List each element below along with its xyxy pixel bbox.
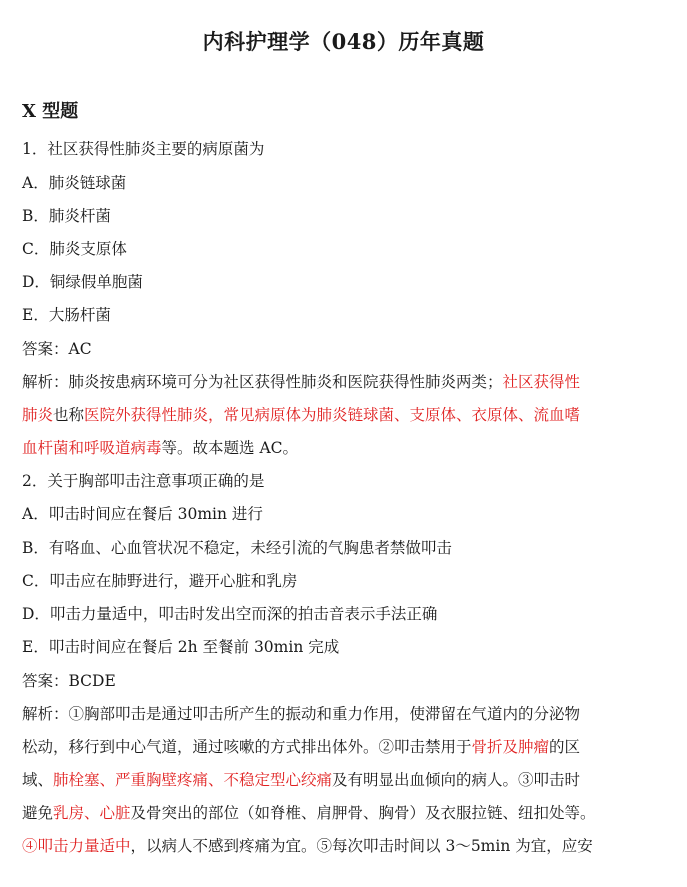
analysis-highlight: 社区获得性 [502,373,581,391]
q1-option-e: E．大肠杆菌 [22,306,111,324]
section-heading: X 型题 [22,101,79,122]
q1-option-a: A．肺炎链球菌 [22,174,127,192]
q1-answer: 答案：AC [22,340,92,358]
q2-option-b: B．有咯血、心血管状况不稳定，未经引流的气胸患者禁做叩击 [22,539,452,557]
analysis-text: 松动，移行到中心气道，通过咳嗽的方式排出体外。②叩击禁用于 [22,738,472,756]
analysis-highlight: ④ [22,837,38,855]
q2-analysis-line-5 [22,836,667,856]
page-title: 内科护理学（048）历年真题 [202,29,485,54]
analysis-text: 避免 [22,804,54,822]
analysis-highlight: 骨折及肿瘤 [471,738,550,756]
analysis-text: 及有明显出血倾向的病人。③叩击时 [332,771,581,789]
q2-option-d: D．叩击力量适中，叩击时发出空而深的拍击音表示手法正确 [22,605,438,623]
analysis-highlight: 医院外获得性肺炎，常见病原体为肺炎链球菌、支原体、衣原体、流血嗜 [84,406,581,424]
q2-option-e: E．叩击时间应在餐后 2h 至餐前 30min 完成 [22,638,340,656]
q1-option-c: C．肺炎支原体 [22,240,127,258]
q1-option-d: D．铜绿假单胞菌 [22,273,143,291]
analysis-text: 等。故本题选 AC。 [161,439,298,457]
analysis-text: 域、 [22,771,54,789]
analysis-highlight: 乳房、心脏 [53,804,131,822]
analysis-text: 及骨突出的部位（如脊椎、肩胛骨、胸骨）及衣服拉链、纽扣处等。 [130,804,596,822]
q1-analysis-line-2 [22,405,667,425]
analysis-highlight: 肺栓塞、严重胸壁疼痛、不稳定型心绞痛 [53,771,333,789]
analysis-highlight: 血杆菌和呼吸道病毒 [22,439,162,457]
analysis-text: 解析：肺炎按患病环境可分为社区获得性肺炎和医院获得性肺炎两类； [22,373,503,391]
q1-analysis-line-1 [22,372,667,392]
question-1-text: 1．社区获得性肺炎主要的病原菌为 [22,140,265,158]
analysis-text: 的区 [549,738,581,756]
q1-analysis-line-3 [22,438,667,458]
q2-option-a: A．叩击时间应在餐后 30min 进行 [22,505,263,523]
q2-analysis-line-4 [22,803,667,823]
question-2-text: 2．关于胸部叩击注意事项正确的是 [22,472,265,490]
q2-answer: 答案：BCDE [22,672,116,690]
analysis-text: ，以病人不感到疼痛为宜。⑤每次叩击时间以 3～5min 为宜，应安 [130,837,593,855]
q2-analysis-line-1: 解析：①胸部叩击是通过叩击所产生的振动和重力作用，使滞留在气道内的分泌物 [22,705,581,723]
analysis-highlight: 叩击力量适中 [37,837,131,855]
analysis-highlight: 肺炎 [22,406,54,424]
q2-analysis-line-3 [22,770,667,790]
q1-option-b: B．肺炎杆菌 [22,207,111,225]
analysis-text: 也称 [53,406,85,424]
q2-option-c: C．叩击应在肺野进行，避开心脏和乳房 [22,572,298,590]
q2-analysis-line-2 [22,737,667,757]
